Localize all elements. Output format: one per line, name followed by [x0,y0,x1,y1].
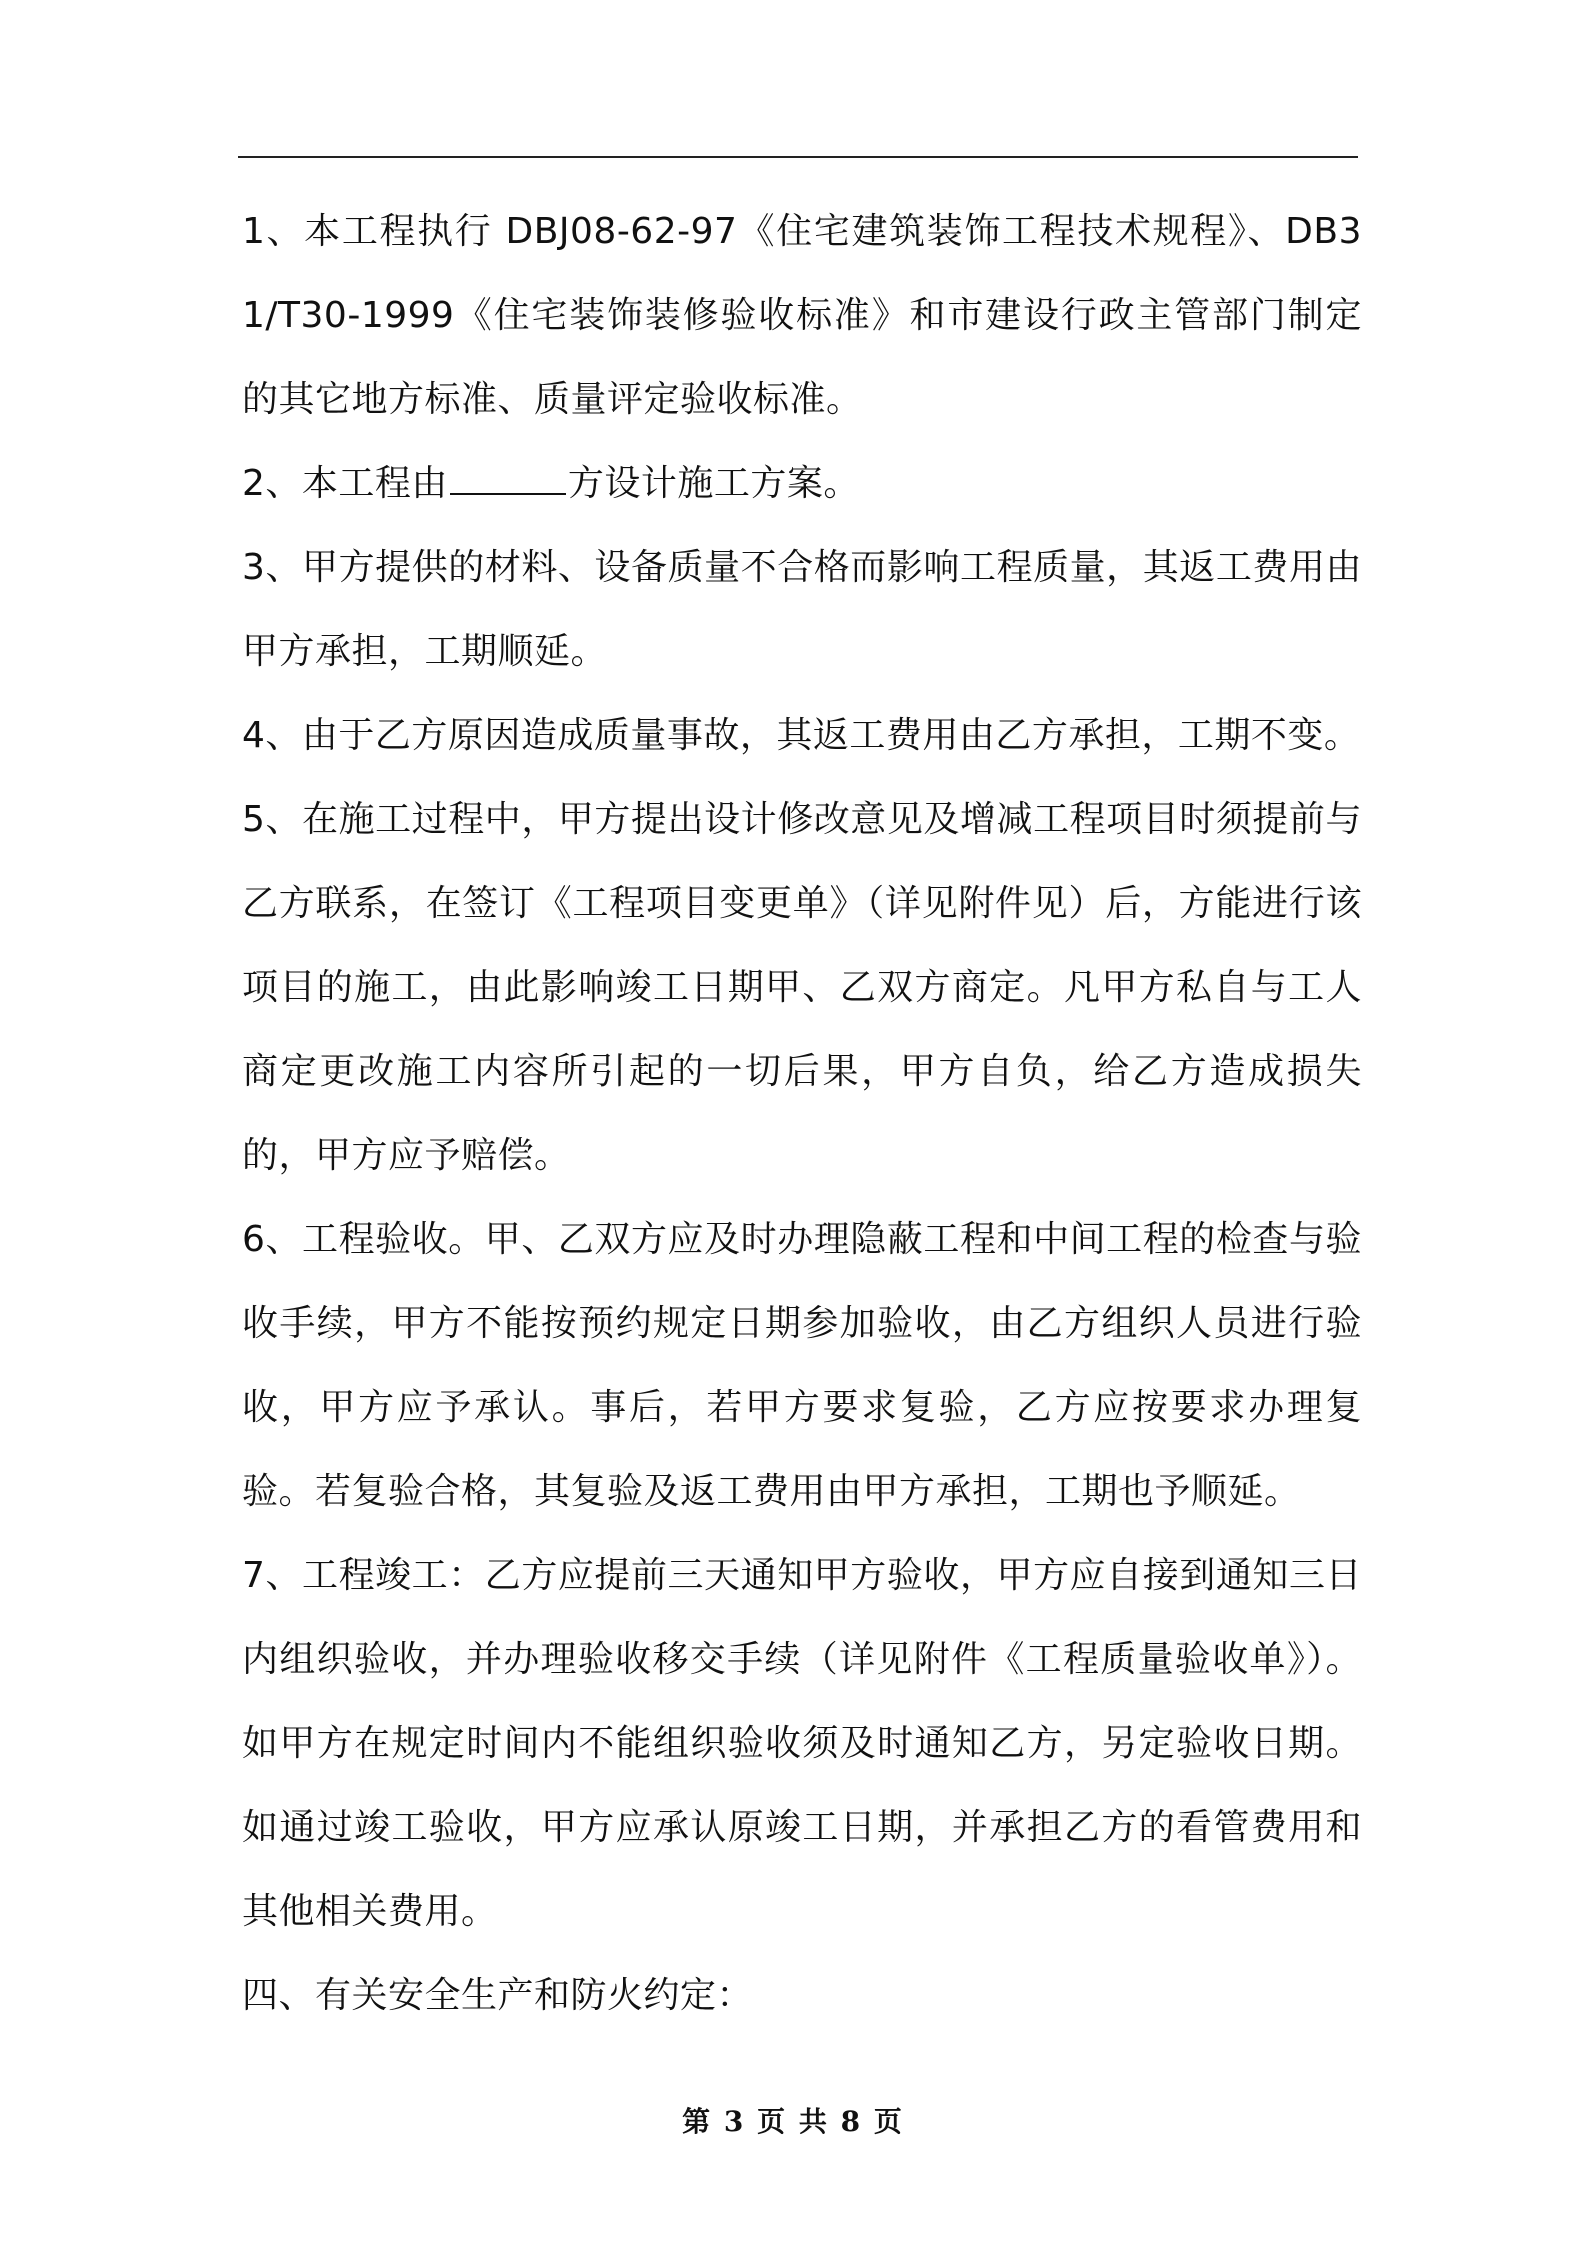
header-rule [238,156,1358,158]
clause-4: 4、由于乙方原因造成质量事故，其返工费用由乙方承担，工期不变。 [242,715,1361,756]
clause-2-lead: 2、本工程由 [242,463,448,504]
clause-2 [242,442,1362,526]
clause-5: 5、在施工过程中，甲方提出设计修改意见及增减工程项目时须提前与乙方联系，在签订《工程项目变更单》（详见附件见）后，方能进行该项目的施工，由此影响竣工日期甲、乙双方商定。凡甲方私自与工人商定更改施工内容所引起的一切后果，甲方自负，给乙方造成损失的，甲方应予赔偿。 [242,799,1362,1176]
document-body [242,190,1362,2038]
section-heading-4: 四、有关安全生产和防火约定： [242,1975,754,2016]
clause-3: 3、甲方提供的材料、设备质量不合格而影响工程质量，其返工费用由甲方承担，工期顺延。 [242,547,1362,672]
clause-1: 1、本工程执行 DBJ08-62-97《住宅建筑装饰工程技术规程》、DB31/T30-1999《住宅装饰装修验收标准》和市建设行政主管部门制定的其它地方标准、质量评定验收标准。 [242,211,1362,420]
clause-6: 6、工程验收。甲、乙双方应及时办理隐蔽工程和中间工程的检查与验收手续，甲方不能按预约规定日期参加验收，由乙方组织人员进行验收，甲方应予承认。事后，若甲方要求复验，乙方应按要求办理复验。若复验合格，其复验及返工费用由甲方承担，工期也予顺延。 [242,1219,1362,1512]
page-number: 第 3 页 共 8 页 [682,2105,904,2138]
clause-2-tail: 方设计施工方案。 [567,463,860,504]
clause-7: 7、工程竣工：乙方应提前三天通知甲方验收，甲方应自接到通知三日内组织验收，并办理验收移交手续（详见附件《工程质量验收单》）。如甲方在规定时间内不能组织验收须及时通知乙方，另定验收日期。如通过竣工验收，甲方应承认原竣工日期，并承担乙方的看管费用和其他相关费用。 [242,1555,1362,1932]
fill-in-blank [450,459,566,495]
